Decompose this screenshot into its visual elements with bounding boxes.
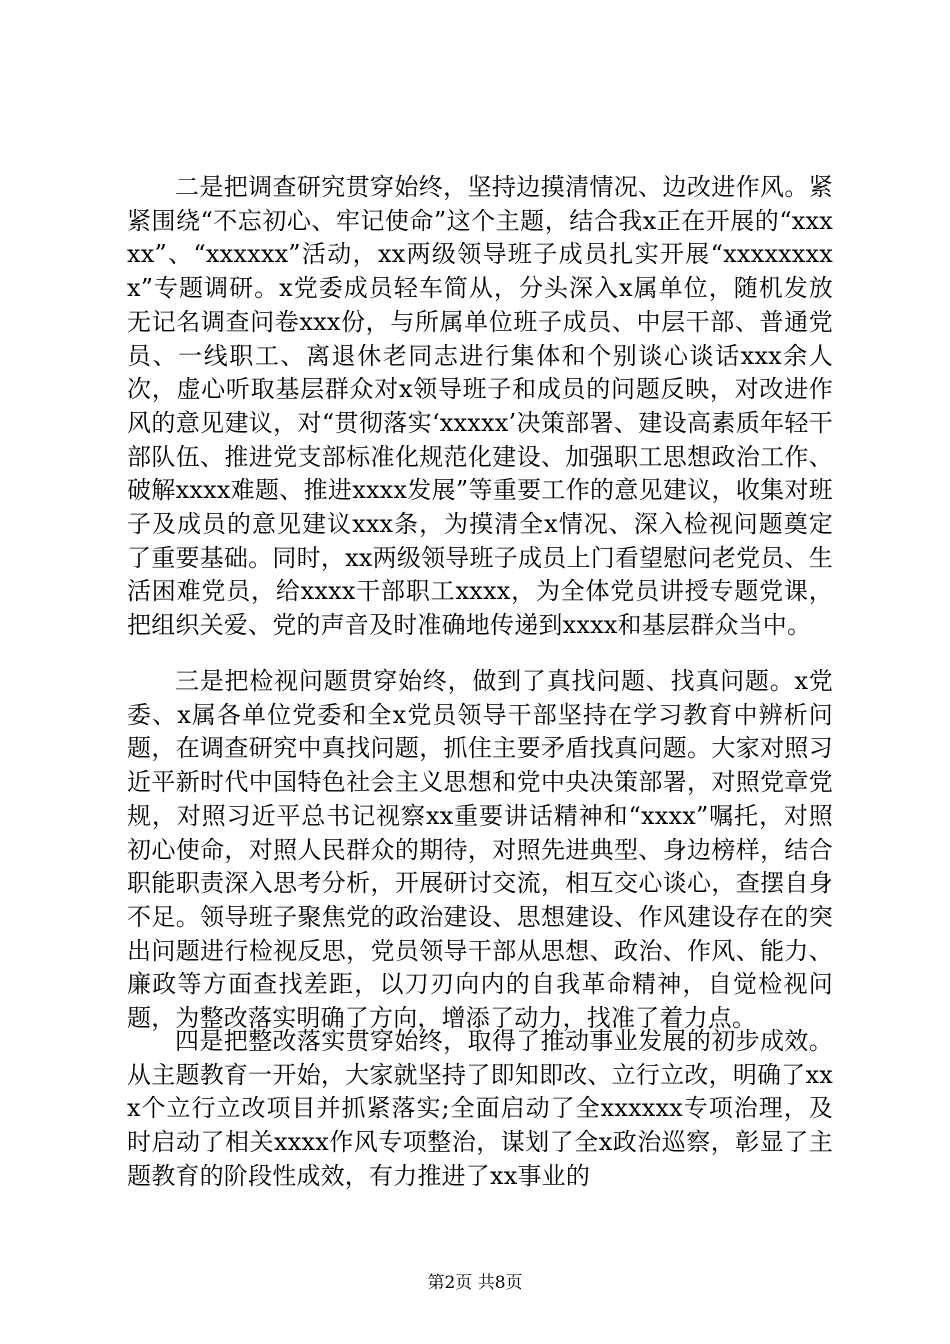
- paragraph-problem-review: 三是把检视问题贯穿始终，做到了真找问题、找真问题。x党委、x属各单位党委和全x党员领导干部坚持在学习教育中辨析问题，在调查研究中真找问题，抓住主要矛盾找真问题。大家对照习近平新时代中国特色社会主义思想和党中央决策部署，对照党章党规，对照习近平总书记视察xx重要讲话精神和“xxxx”嘱托，对照初心使命，对照人民群众的期待，对照先进典型、身边榜样，结合职能职责深入思考分析，开展研讨交流，相互交心谈心，查摆自身不足。领导班子聚焦党的政治建设、思想建设、作风建设存在的突出问题进行检视反思，党员领导干部从思想、政治、作风、能力、廉政等方面查找差距，以刀刃向内的自我革命精神，自觉检视问题，为整改落实明确了方向，增添了动力，找准了着力点。: [127, 667, 833, 1033]
- paragraph-investigation: 二是把调查研究贯穿始终，坚持边摸清情况、边改进作风。紧紧围绕“不忘初心、牢记使命”这个主题，结合我x正在开展的“xxxxx”、“xxxxxx”活动，xx两级领导班子成员扎实开展“xxxxxxxxx”专题调研。x党委成员轻车简从，分头深入x属单位，随机发放无记名调查问卷xxx份，与所属单位班子成员、中层干部、普通党员、一线职工、离退休老同志进行集体和个别谈心谈话xxx余人次，虚心听取基层群众对x领导班子和成员的问题反映，对改进作风的意见建议，对“贯彻落实‘xxxxx’决策部署、建设高素质年轻干部队伍、推进党支部标准化规范化建设、加强职工思想政治工作、破解xxxx难题、推进xxxx发展”等重要工作的意见建议，收集对班子及成员的意见建议xxx条，为摸清全x情况、深入检视问题奠定了重要基础。同时，xx两级领导班子成员上门看望慰问老党员、生活困难党员，给xxxx干部职工xxxx，为全体党员讲授专题党课，把组织关爱、党的声音及时准确地传递到xxxx和基层群众当中。: [127, 173, 833, 640]
- paragraph-rectification: 四是把整改落实贯穿始终，取得了推动事业发展的初步成效。从主题教育一开始，大家就坚持了即知即改、立行立改，明确了xxx个立行立改项目并抓紧落实;全面启动了全xxxxxx专项治理，及时启动了相关xxxx作风专项整治，谋划了全x政治巡察，彰显了主题教育的阶段性成效，有力推进了xx事业的: [127, 1027, 833, 1190]
- page-number-footer: 第2页 共8页: [427, 1273, 523, 1293]
